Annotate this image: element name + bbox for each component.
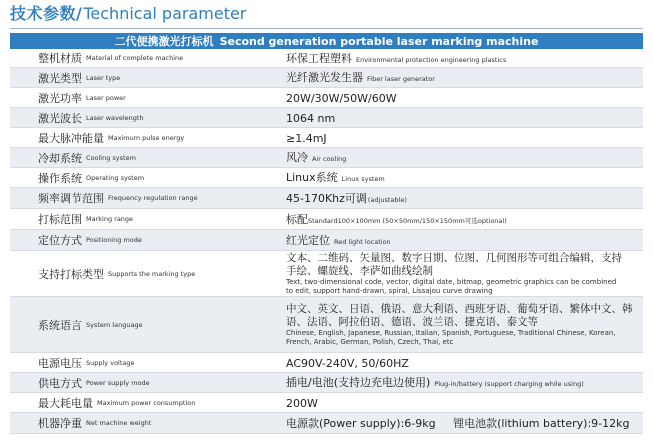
value-en: Environmental protection engineering plastics (356, 55, 507, 64)
value-cn: 环保工程塑料 (286, 51, 352, 65)
key-cn: 最大脉冲能量 (38, 131, 104, 145)
key-cn: 支持打标类型 (38, 267, 104, 281)
row-key (10, 230, 280, 250)
row-value (280, 49, 643, 67)
table-row (10, 68, 643, 88)
key-cn: 打标范围 (38, 213, 82, 226)
table-row (10, 209, 643, 230)
key-cn: 激光波长 (38, 111, 82, 125)
row-value (280, 230, 643, 250)
value-cn: 插电/电池(支持边充电边使用) (286, 376, 431, 389)
table-row (10, 373, 643, 393)
row-value (280, 108, 643, 127)
key-en: Laser type (86, 73, 121, 82)
value-cn-line: 语、法语、阿拉伯语、德语、波兰语、捷克语、泰文等 (286, 315, 538, 328)
row-key (10, 88, 280, 107)
row-value (280, 209, 643, 229)
key-cn: 整机材质 (38, 52, 82, 65)
row-key (10, 148, 280, 167)
table-row (10, 49, 643, 68)
row-key (10, 68, 280, 87)
table-row (10, 353, 643, 373)
row-key (10, 108, 280, 127)
value-en: Linux system (341, 175, 385, 183)
section-heading (10, 1, 246, 25)
row-value (280, 88, 643, 107)
row-value (280, 148, 643, 167)
table-title-en: Second generation portable laser marking machine (219, 34, 539, 48)
key-cn: 操作系统 (38, 171, 82, 185)
table-row (10, 128, 643, 148)
value-cn: 200W (286, 396, 318, 410)
key-en: Operating system (86, 173, 145, 182)
value-en: (adjustable) (367, 195, 407, 204)
key-en: Marking range (86, 215, 134, 223)
key-en: Positioning mode (86, 236, 142, 244)
value-cn: 1064 nm (286, 111, 336, 125)
value-en-line: Chinese, English, Japanese, Russian, Italian, Spanish, Portuguese, Traditional Chinese, Korean, (286, 328, 616, 337)
row-value (280, 413, 643, 433)
table-row (10, 148, 643, 168)
value-en: Plug-in/battery (support charging while using) (434, 380, 584, 388)
row-value (280, 68, 643, 87)
row-value (280, 393, 643, 412)
key-cn: 最大耗电量 (38, 396, 93, 410)
value-en-line: to edit, support hand-drawn, spiral, Lissajou curve drawing (286, 286, 493, 295)
key-cn: 频率调节范围 (38, 192, 104, 205)
value-cn-line: 文本、二维码、矢量图、数字日期、位图、几何图形等可组合编辑，支持 (286, 251, 622, 264)
key-cn: 定位方式 (38, 234, 82, 247)
row-key (10, 128, 280, 147)
key-en: Laser wavelength (86, 113, 144, 122)
table-row (10, 297, 643, 353)
value-cn: ≥1.4mJ (286, 131, 327, 145)
key-en: Laser power (86, 93, 126, 102)
row-key (10, 353, 280, 372)
value-cn: 光纤激光发生器 (286, 71, 363, 84)
value-cn-line: 手绘、螺旋线、李萨如曲线绘制 (286, 264, 433, 277)
value-cn: 红光定位 (286, 233, 330, 247)
key-en: System language (86, 320, 143, 329)
row-key (10, 168, 280, 187)
key-cn: 冷却系统 (38, 151, 82, 165)
value-cn-line: 中文、英文、日语、俄语、意大利语、西班牙语、葡萄牙语、繁体中文、韩 (286, 302, 633, 315)
value-cn: AC90V-240V, 50/60HZ (286, 356, 409, 370)
value-en: Air cooling (312, 155, 347, 163)
row-value (280, 373, 643, 392)
key-en: Supports the marking type (108, 269, 196, 278)
value-en: Fiber laser generator (367, 75, 435, 83)
table-row (10, 230, 643, 251)
value-cn: 45-170Khz可调 (286, 191, 367, 205)
value-cn: Linux系统 (286, 171, 338, 184)
key-en: Material of complete machine (86, 54, 184, 62)
table-row (10, 108, 643, 128)
table-row (10, 188, 643, 209)
value-cn: 标配 (286, 212, 308, 226)
row-key (10, 393, 280, 412)
key-en: Supply voltage (86, 358, 135, 367)
value-en-line: French, Arabic, German, Polish, Czech, Thai, etc (286, 337, 454, 346)
table-title-cn: 二代便携激光打标机 (114, 35, 214, 48)
row-value (280, 128, 643, 147)
key-en: Frequency regulation range (108, 194, 198, 202)
key-cn: 供电方式 (38, 376, 82, 390)
key-cn: 系统语言 (38, 318, 82, 332)
key-cn: 激光类型 (38, 71, 82, 85)
key-cn: 机器净重 (38, 417, 82, 430)
row-value (280, 297, 643, 352)
value-cn: 电源款(Power supply):6-9kg 锂电池款(lithium battery):9-12kg (286, 417, 630, 430)
table-row (10, 168, 643, 188)
value-cn: 20W/30W/50W/60W (286, 91, 397, 105)
row-key (10, 49, 280, 67)
value-en-line: Text, two-dimensional code, vector, digital date, bitmap, geometric graphics can be combined (286, 277, 617, 286)
heading-cn: 技术参数/ (10, 4, 83, 23)
row-key (10, 209, 280, 229)
row-key (10, 373, 280, 392)
row-value (280, 188, 643, 208)
key-en: Power supply mode (86, 378, 150, 387)
value-cn: 风冷 (286, 151, 308, 164)
row-value (280, 353, 643, 372)
key-en: Cooling system (86, 153, 136, 162)
spec-table (10, 33, 643, 434)
key-cn: 激光功率 (38, 91, 82, 105)
key-en: Maximum power consumption (97, 398, 196, 407)
table-title-bar (10, 33, 643, 49)
key-cn: 电源电压 (38, 356, 82, 370)
row-key (10, 251, 280, 296)
row-key (10, 297, 280, 352)
value-en: Red light location (334, 237, 391, 246)
table-row (10, 393, 643, 413)
value-en: Standard100×100mm (50×50mm/150×150mm可选optional) (308, 216, 507, 225)
table-rows (10, 49, 643, 434)
table-row (10, 413, 643, 434)
key-en: Maximum pulse energy (108, 133, 185, 142)
table-row (10, 88, 643, 108)
row-value (280, 251, 643, 296)
row-key (10, 413, 280, 433)
table-row (10, 251, 643, 297)
row-value (280, 168, 643, 187)
heading-en: Technical parameter (83, 4, 247, 23)
heading-divider (10, 28, 643, 29)
row-key (10, 188, 280, 208)
key-en: Net machine weight (86, 419, 152, 427)
